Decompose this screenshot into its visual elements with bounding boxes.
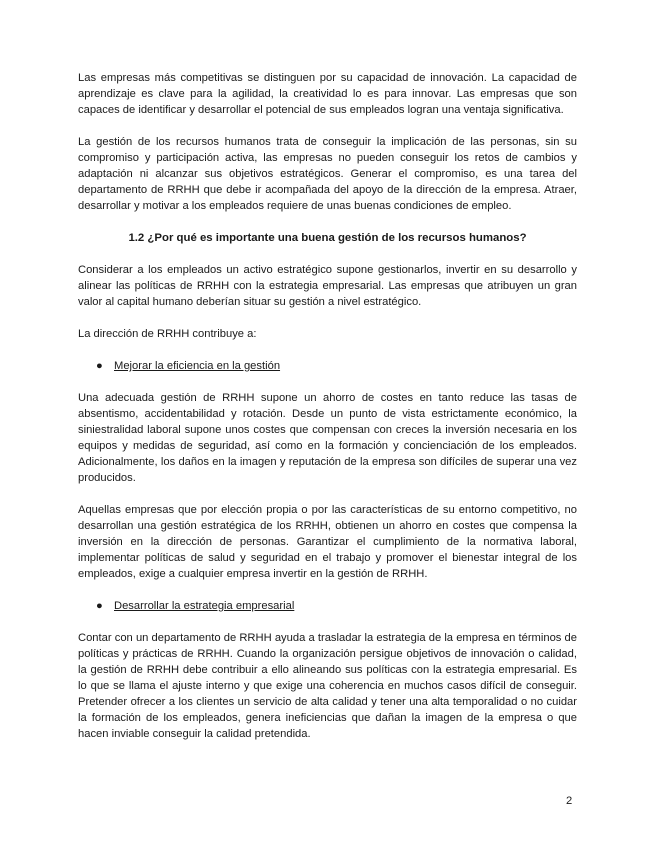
bullet-icon: ●: [96, 600, 103, 612]
bullet-label-efficiency: Mejorar la eficiencia en la gestión: [114, 360, 281, 372]
bullet-list-strategy: [78, 598, 577, 614]
paragraph-hr-management: La gestión de los recursos humanos trata de conseguir la implicación de las personas, sin su compromiso y participación activa, las empresas no pueden conseguir los retos de cambios y adaptación ni alcanzar sus objetivos estratégicos. Generar el compromiso, es una tarea del departamento de RRHH que debe ir acompañada del apoyo de la dirección de la empresa. Atraer, desarrollar y motivar a los empleados requiere de unas buenas condiciones de empleo.: [78, 136, 577, 212]
list-item: [78, 358, 577, 374]
paragraph-strategic-asset: Considerar a los empleados un activo estratégico supone gestionarlos, invertir en su desarrollo y alinear las políticas de RRHH con la estrategia empresarial. Las empresas que atribuyen un gran valor al capital humano deberían situar su gestión a nivel estratégico.: [78, 264, 577, 308]
paragraph-companies-choice: Aquellas empresas que por elección propia o por las características de su entorno competitivo, no desarrollan una gestión estratégica de los RRHH, obtienen un ahorro en costes que compensa la inversión en la dirección de personas. Garantizar el cumplimiento de la normativa laboral, implementar políticas de salud y seguridad en el trabajo y promover el bienestar integral de los empleados, exige a cualquier empresa invertir en la gestión de RRHH.: [78, 504, 577, 580]
paragraph-hr-department: Contar con un departamento de RRHH ayuda a trasladar la estrategia de la empresa en términos de políticas y prácticas de RRHH. Cuando la organización persigue objetivos de innovación o calidad, la gestión de RRHH debe contribuir a ello alineando sus políticas con la estrategia empresarial. Es lo que se llama el ajuste interno y que exige una coherencia en muchos casos difícil de conseguir. Pretender ofrecer a los clientes un servicio de alta calidad y tener una alta temporalidad o no cuidar la formación de los empleados, genera ineficiencias que dañan la imagen de la empresa o que hacen inviable conseguir la calidad pretendida.: [78, 632, 577, 740]
paragraph-innovation: Las empresas más competitivas se distinguen por su capacidad de innovación. La capacidad de aprendizaje es clave para la agilidad, la creatividad lo es para innovar. Las empresas que son capaces de identificar y desarrollar el potencial de sus empleados logran una ventaja significativa.: [78, 72, 577, 116]
bullet-label-strategy: Desarrollar la estrategia empresarial: [114, 600, 295, 612]
bullet-icon: ●: [96, 360, 103, 372]
document-page: [78, 70, 577, 742]
paragraph-cost-savings: Una adecuada gestión de RRHH supone un ahorro de costes en tanto reduce las tasas de absentismo, accidentabilidad y rotación. Desde un punto de vista estrictamente económico, la siniestralidad laboral supone unos costes que compensan con creces la inversión necesaria en los equipos y medidas de seguridad, así como en la formación y concienciación de los empleados. Adicionalmente, los daños en la imagen y reputación de la empresa son difíciles de superar una vez producidos.: [78, 392, 577, 484]
bullet-list-efficiency: [78, 358, 577, 374]
list-item: [78, 598, 577, 614]
paragraph-hr-contributes: La dirección de RRHH contribuye a:: [78, 328, 257, 340]
section-heading: 1.2 ¿Por qué es importante una buena gestión de los recursos humanos?: [128, 232, 527, 244]
page-number: 2: [566, 795, 573, 807]
